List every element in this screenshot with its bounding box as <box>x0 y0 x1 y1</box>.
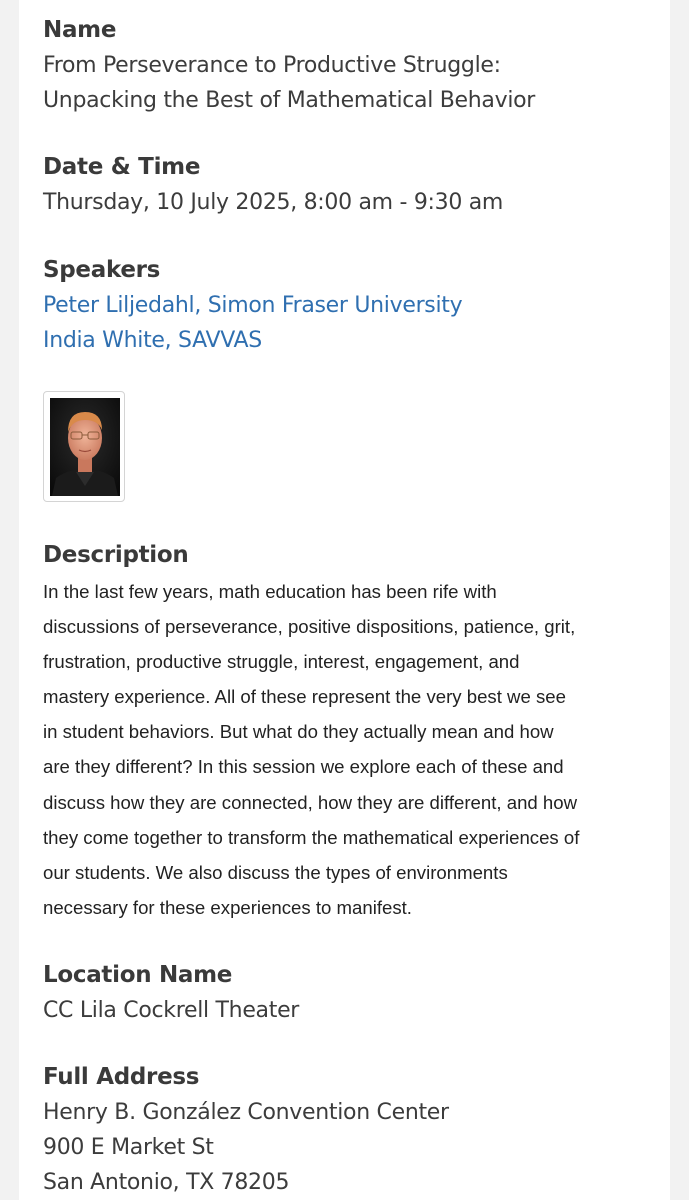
address-line-street: 900 E Market St <box>43 1135 214 1160</box>
description-line: mastery experience. All of these represent the very best we see <box>43 686 566 708</box>
speaker-photo-thumbnail[interactable] <box>43 391 125 502</box>
session-title-line-2: Unpacking the Best of Mathematical Behavior <box>43 88 536 113</box>
location-value: CC Lila Cockrell Theater <box>43 998 300 1023</box>
description-line: frustration, productive struggle, interest, engagement, and <box>43 651 520 673</box>
description-section <box>43 538 660 925</box>
speaker-portrait-image <box>50 398 120 496</box>
datetime-label: Date & Time <box>43 154 201 180</box>
location-section <box>43 958 660 1028</box>
address-line-city: San Antonio, TX 78205 <box>43 1170 290 1195</box>
description-line: discuss how they are connected, how they are different, and how <box>43 791 578 813</box>
name-section <box>43 13 660 118</box>
speaker-photo <box>50 398 120 496</box>
datetime-section <box>43 150 660 220</box>
speakers-section <box>43 253 660 358</box>
description-line: are they different? In this session we explore each of these and <box>43 756 564 778</box>
description-line: in student behaviors. But what do they actually mean and how <box>43 721 554 743</box>
speakers-label: Speakers <box>43 257 161 283</box>
address-label: Full Address <box>43 1064 200 1090</box>
description-line: necessary for these experiences to manifest. <box>43 896 412 918</box>
session-title-line-1: From Perseverance to Productive Struggle: <box>43 53 501 78</box>
description-line: discussions of perseverance, positive dispositions, patience, grit, <box>43 616 576 638</box>
address-line-venue: Henry B. González Convention Center <box>43 1100 449 1125</box>
description-line: In the last few years, math education has been rife with <box>43 581 497 602</box>
session-detail-card <box>19 0 670 1200</box>
description-line: our students. We also discuss the types of environments <box>43 861 508 883</box>
speaker-link-peter-liljedahl[interactable]: Peter Liljedahl, Simon Fraser University <box>43 293 463 318</box>
address-section <box>43 1060 660 1200</box>
description-label: Description <box>43 542 189 568</box>
description-body <box>43 574 660 925</box>
location-label: Location Name <box>43 962 233 988</box>
description-line: they come together to transform the mathematical experiences of <box>43 826 580 848</box>
speaker-link-india-white[interactable]: India White, SAVVAS <box>43 328 262 353</box>
datetime-value: Thursday, 10 July 2025, 8:00 am - 9:30 am <box>43 190 504 215</box>
name-label: Name <box>43 17 117 43</box>
